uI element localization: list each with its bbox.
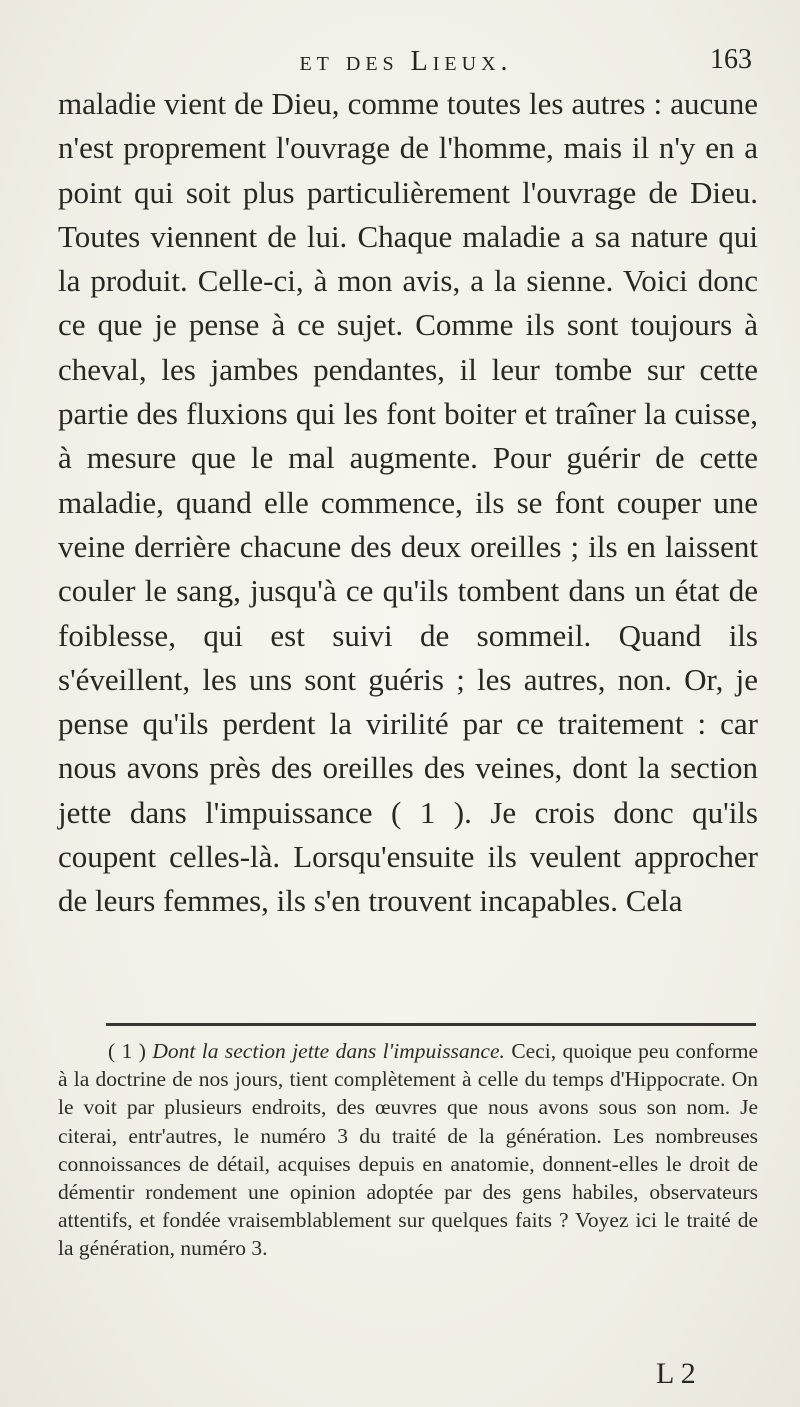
main-text: maladie vient de Dieu, comme toutes les autres : aucune n'est proprement l'ouvrage de l'homme, mais il n'y en a point qui soit plus particulièrement l'ouvrage de Dieu. Toutes viennent de lui. Chaque maladie a sa nature qui la produit. Celle-ci, à mon avis, a la sienne. Voici donc ce que je pense à ce sujet. Comme ils sont toujours à cheval, les jambes pendantes, il leur tombe sur cette partie des fluxions qui les font boiter et traîner la cuisse, à mesure que le mal augmente. Pour guérir de cette maladie, quand elle commence, ils se font couper une veine derrière chacune des deux oreilles ; ils en laissent couler le sang, jusqu'à ce qu'ils tombent dans un état de foiblesse, qui est suivi de sommeil. Quand ils s'éveillent, les uns sont guéris ; les autres, non. Or, je pense qu'ils perdent la virilité par ce traitement : car nous avons près des oreilles des veines, dont la section jette dans l'impuissance ( 1 ). Je crois donc qu'ils coupent celles-là. Lorsqu'ensuite ils veulent approcher de leurs femmes, ils s'en trouvent incapables. Cela xyxy=(58,86,758,919)
signature-mark: L 2 xyxy=(656,1357,696,1390)
footnote xyxy=(58,1037,758,1263)
footnote-marker: ( 1 ) xyxy=(108,1039,146,1063)
footnote-separator xyxy=(106,1023,756,1026)
page-number: 163 xyxy=(710,44,752,75)
footnote-text: Ceci, quoique peu conforme à la doctrine de nos jours, tient complètement à celle du temps d'Hippocrate. On le voit par plusieurs endroits, des œuvres que nous avons sous son nom. Je citerai, entr'autres, le numéro 3 du traité de la génération. Les nombreuses connoissances de détail, acquises depuis en anatomie, donnent-elles le droit de démentir rondement une opinion adoptée par des gens habiles, observateurs attentifs, et fondée vraisemblablement sur quelques faits ? Voyez ici le traité de la génération, numéro 3. xyxy=(58,1039,759,1261)
footnote-title: Dont la section jette dans l'impuissance. xyxy=(152,1039,505,1063)
running-title: et des Lieux. xyxy=(299,46,513,77)
